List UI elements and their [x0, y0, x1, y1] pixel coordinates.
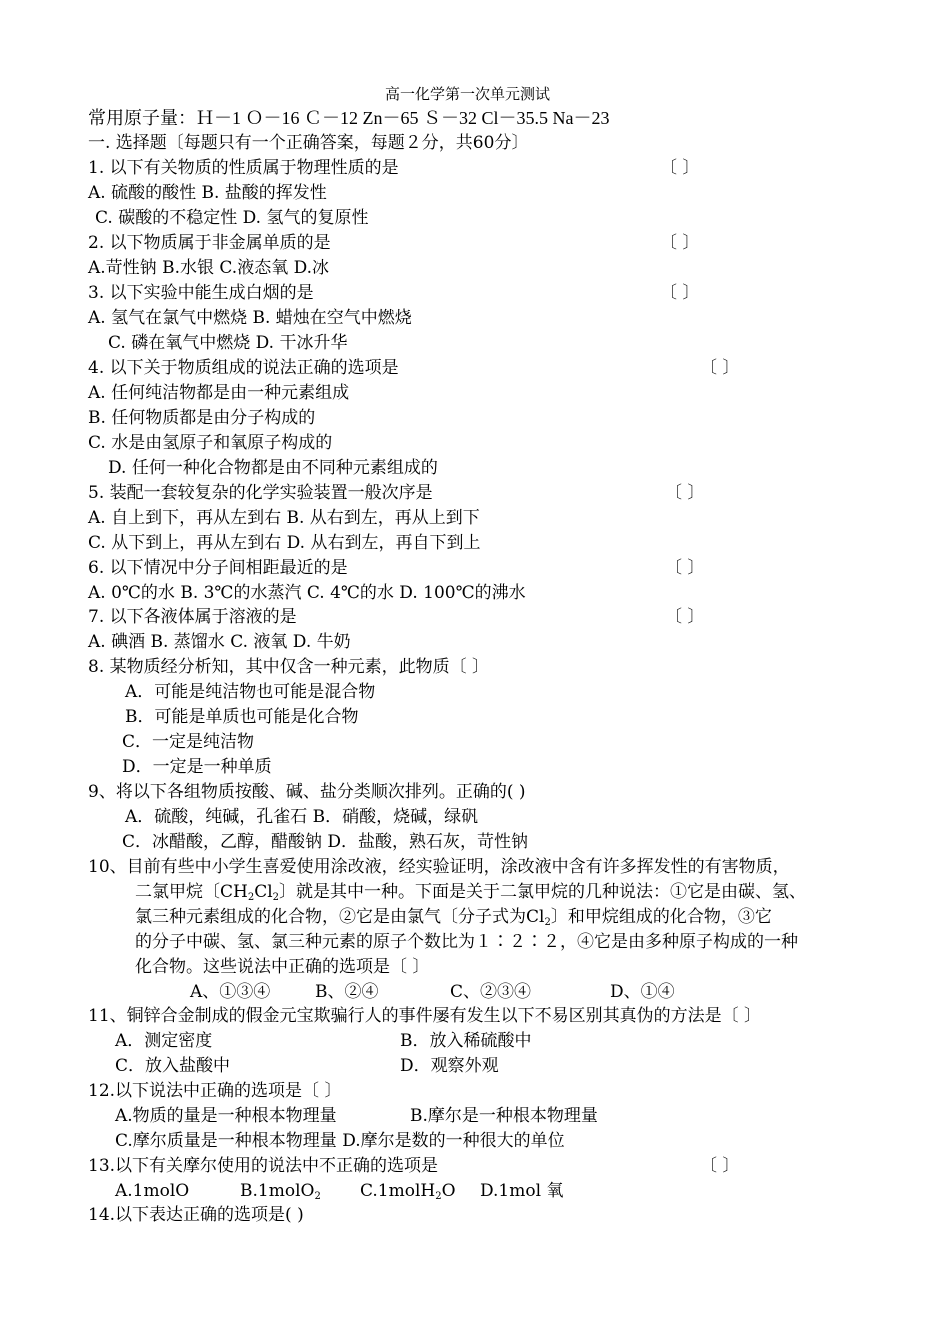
- question-10-stem-line-3-part-a: 氯三种元素组成的化合物，②它是由氯气〔分子式为Cl: [135, 907, 545, 927]
- question-10-stem-line-5: 化合物。这些说法中正确的选项是〔 〕: [135, 957, 430, 977]
- question-7-options: A. 碘酒 B. 蒸馏水 C. 液氧 D. 牛奶: [88, 632, 351, 652]
- question-10-stem-line-2-part-c: 〕就是其中一种。下面是关于二氯甲烷的几种说法：①它是由碳、氢、: [279, 882, 807, 902]
- question-5-options-cd: C. 从下到上，再从左到右 D. 从右到左，再自下到上: [88, 533, 481, 553]
- subscript-2: 2: [314, 1191, 321, 1202]
- question-8-option-b: B．可能是单质也可能是化合物: [125, 707, 359, 727]
- question-6-options: A. 0℃的水 B. 3℃的水蒸汽 C. 4℃的水 D. 100℃的沸水: [88, 583, 526, 603]
- question-3-options-cd: C. 磷在氧气中燃烧 D. 干冰升华: [108, 333, 348, 353]
- subscript-2: 2: [435, 1191, 442, 1202]
- question-4-option-a: A. 任何纯洁物都是由一种元素组成: [88, 383, 350, 403]
- question-6-answer-bracket: 〔 〕: [665, 558, 705, 578]
- question-4-option-b: B. 任何物质都是由分子构成的: [88, 408, 316, 428]
- question-12-options-cd: C.摩尔质量是一种根本物理量 D.摩尔是数的一种很大的单位: [115, 1131, 565, 1151]
- atomic-masses: [88, 107, 610, 130]
- subscript-2: 2: [544, 917, 551, 928]
- question-9-options-cd: C．冰醋酸，乙醇，醋酸钠 D．盐酸，熟石灰，苛性钠: [122, 832, 529, 852]
- question-2-stem: 2. 以下物质属于非金属单质的是: [88, 233, 331, 253]
- question-10-stem-line-4: 的分子中碳、氢、氯三种元素的原子个数比为１∶２∶２，④它是由多种原子构成的一种: [135, 932, 798, 952]
- question-1-options-cd: C. 碳酸的不稳定性 D. 氢气的复原性: [95, 208, 369, 228]
- question-2-options: A.苛性钠 B.水银 C.液态氧 D.冰: [88, 258, 330, 278]
- question-14-stem: 14.以下表达正确的选项是( ): [88, 1205, 304, 1225]
- question-11-option-a: A．测定密度: [115, 1031, 213, 1051]
- question-13-option-a: A.1molO: [115, 1181, 190, 1201]
- page-title: 高一化学第一次单元测试: [385, 85, 551, 103]
- question-8-stem: 8. 某物质经分析知，其中仅含一种元素，此物质〔 〕: [88, 657, 490, 677]
- question-2-answer-bracket: 〔 〕: [660, 233, 700, 253]
- question-3-stem: 3. 以下实验中能生成白烟的是: [88, 283, 314, 303]
- section-heading: 一. 选择题〔每题只有一个正确答案，每题２分，共60分〕: [88, 133, 529, 153]
- question-13-option-c: [360, 1180, 456, 1205]
- question-13-option-b: [240, 1180, 321, 1205]
- question-13-option-c-tail: O: [441, 1181, 456, 1201]
- question-11-option-d: D．观察外观: [400, 1056, 499, 1076]
- question-5-options-ab: A. 自上到下，再从左到右 B. 从右到左，再从上到下: [88, 508, 480, 528]
- question-8-option-c: C．一定是纯洁物: [122, 732, 255, 752]
- subscript-2: 2: [247, 892, 255, 903]
- question-10-stem-line-3: [135, 906, 772, 931]
- question-1-options-ab: A. 硫酸的酸性 B. 盐酸的挥发性: [88, 183, 327, 203]
- question-4-stem: 4. 以下关于物质组成的说法正确的选项是: [88, 358, 399, 378]
- question-11-option-b: B．放入稀硫酸中: [400, 1031, 532, 1051]
- question-4-option-c: C. 水是由氢原子和氧原子构成的: [88, 433, 333, 453]
- question-12-option-b: B.摩尔是一种根本物理量: [410, 1106, 598, 1126]
- question-13-stem: 13.以下有关摩尔使用的说法中不正确的选项是: [88, 1156, 439, 1176]
- question-6-stem: 6. 以下情况中分子间相距最近的是: [88, 558, 348, 578]
- question-10-option-d: D、①④: [610, 982, 675, 1002]
- question-1-stem: 1. 以下有关物质的性质属于物理性质的是: [88, 158, 399, 178]
- question-13-option-c-text: C.1molH: [360, 1181, 436, 1201]
- question-13-answer-bracket: 〔 〕: [700, 1156, 740, 1176]
- question-10-stem-line-1: 10、目前有些中小学生喜爱使用涂改液，经实验证明，涂改液中含有许多挥发性的有害物质，: [88, 857, 790, 877]
- question-7-answer-bracket: 〔 〕: [665, 607, 705, 627]
- question-10-option-c: C、②③④: [450, 982, 532, 1002]
- question-12-stem: 12.以下说法中正确的选项是〔 〕: [88, 1081, 342, 1101]
- question-10-option-a: A、①③④: [190, 982, 271, 1002]
- question-11-stem: 11、铜锌合金制成的假金元宝欺骗行人的事件屡有发生以下不易区别其真伪的方法是〔 〕: [88, 1006, 762, 1026]
- question-3-options-ab: A. 氢气在氯气中燃烧 B. 蜡烛在空气中燃烧: [88, 308, 412, 328]
- question-10-stem-line-2: [135, 881, 806, 906]
- question-5-stem: 5. 装配一套较复杂的化学实验装置一般次序是: [88, 483, 433, 503]
- question-12-option-a: A.物质的量是一种根本物理量: [115, 1106, 337, 1126]
- question-13-option-d: D.1mol 氧: [480, 1181, 564, 1201]
- question-9-stem: 9、将以下各组物质按酸、碱、盐分类顺次排列。正确的( ): [88, 782, 526, 802]
- subscript-2: 2: [272, 892, 280, 903]
- question-4-option-d: D. 任何一种化合物都是由不同种元素组成的: [108, 458, 438, 478]
- question-8-option-d: D．一定是一种单质: [122, 757, 272, 777]
- question-8-option-a: A．可能是纯洁物也可能是混合物: [125, 682, 376, 702]
- question-3-answer-bracket: 〔 〕: [660, 283, 700, 303]
- question-9-options-ab: A．硫酸，纯碱，孔雀石 B．硝酸，烧碱，绿矾: [125, 807, 479, 827]
- question-10-stem-line-2-part-a: 二氯甲烷〔CH: [135, 882, 248, 902]
- question-1-answer-bracket: 〔 〕: [660, 158, 700, 178]
- question-11-option-c: C．放入盐酸中: [115, 1056, 231, 1076]
- question-10-stem-line-3-part-b: 〕和甲烷组成的化合物，③它: [550, 907, 772, 927]
- question-13-option-b-text: B.1molO: [240, 1181, 315, 1201]
- atomic-masses-text: 常用原子量：Ｈ－1 Ｏ－16 Ｃ－12 Zn－65 Ｓ－32 Cl－35.5 Na－23: [88, 108, 610, 128]
- question-10-option-b: B、②④: [315, 982, 379, 1002]
- question-4-answer-bracket: 〔 〕: [700, 358, 740, 378]
- question-5-answer-bracket: 〔 〕: [665, 483, 705, 503]
- question-10-stem-line-2-part-b: Cl: [254, 882, 273, 902]
- question-7-stem: 7. 以下各液体属于溶液的是: [88, 607, 297, 627]
